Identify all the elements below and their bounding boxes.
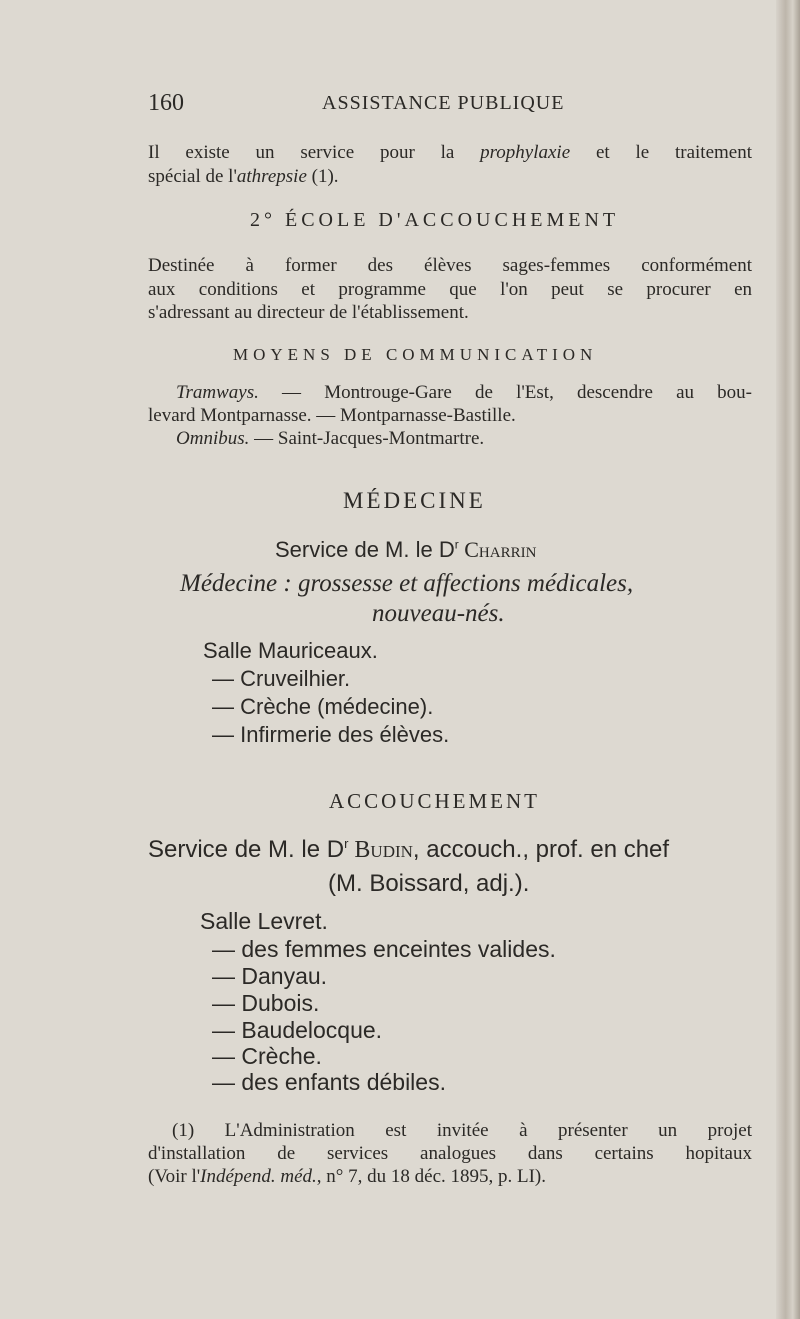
medecine-specialty-1: Médecine : grossesse et affections médicales, bbox=[180, 570, 634, 597]
accouchement-heading: ACCOUCHEMENT bbox=[329, 789, 541, 813]
omnibus-line: Omnibus. — Saint-Jacques-Montmartre. bbox=[176, 428, 485, 449]
medecine-heading: MÉDECINE bbox=[343, 488, 486, 513]
intro-line-2: spécial de l'athrepsie (1). bbox=[148, 166, 339, 187]
accouchement-service-1: Service de M. le $D^r$ Budin, accouch., prof. en chef bbox=[148, 836, 670, 863]
salle-creche-medecine: — Crèche (médecine). bbox=[212, 694, 434, 719]
medecine-specialty-2: nouveau-nés. bbox=[372, 600, 505, 627]
tramways-line-2: levard Montparnasse. — Montparnasse-Bastille. bbox=[148, 405, 516, 426]
ecole-heading: 2° ÉCOLE D'ACCOUCHEMENT bbox=[250, 209, 620, 231]
salle-dubois: — Dubois. bbox=[212, 990, 320, 1016]
salle-infirmerie: — Infirmerie des élèves. bbox=[212, 722, 450, 747]
ecole-line-2: aux conditions et programme que l'on peut se procurer en bbox=[148, 279, 752, 300]
running-title: ASSISTANCE PUBLIQUE bbox=[322, 92, 565, 114]
salle-creche: — Crèche. bbox=[212, 1043, 322, 1069]
intro-line-1: Il existe un service pour la prophylaxie et le traitement bbox=[148, 142, 752, 163]
salle-cruveilhier: — Cruveilhier. bbox=[212, 666, 351, 691]
salle-levret: Salle Levret. bbox=[200, 908, 328, 934]
medecine-service: Service de M. le $D^r$ Charrin bbox=[275, 537, 537, 562]
page-edge bbox=[776, 0, 800, 1319]
salle-femmes-enceintes: — des femmes enceintes valides. bbox=[212, 936, 556, 962]
tramways-line-1: Tramways. — Montrouge-Gare de l'Est, descendre au bou- bbox=[176, 382, 752, 403]
salle-danyau: — Danyau. bbox=[212, 963, 328, 989]
footnote-line-1: (1) L'Administration est invitée à présenter un projet bbox=[172, 1120, 752, 1141]
salle-enfants-debiles: — des enfants débiles. bbox=[212, 1069, 446, 1095]
moyens-heading: MOYENS DE COMMUNICATION bbox=[233, 345, 598, 364]
accouchement-service-2: (M. Boissard, adj.). bbox=[328, 870, 530, 897]
page-number: 160 bbox=[148, 90, 184, 116]
ecole-line-1: Destinée à former des élèves sages-femmes conformément bbox=[148, 255, 752, 276]
footnote-line-3: (Voir l'Indépend. méd., n° 7, du 18 déc. 1895, p. LI). bbox=[148, 1166, 547, 1187]
ecole-line-3: s'adressant au directeur de l'établissement. bbox=[148, 302, 469, 323]
footnote-line-2: d'installation de services analogues dans certains hopitaux bbox=[148, 1143, 752, 1164]
salle-baudelocque: — Baudelocque. bbox=[212, 1017, 383, 1043]
salle-mauriceaux: Salle Mauriceaux. bbox=[203, 638, 378, 663]
